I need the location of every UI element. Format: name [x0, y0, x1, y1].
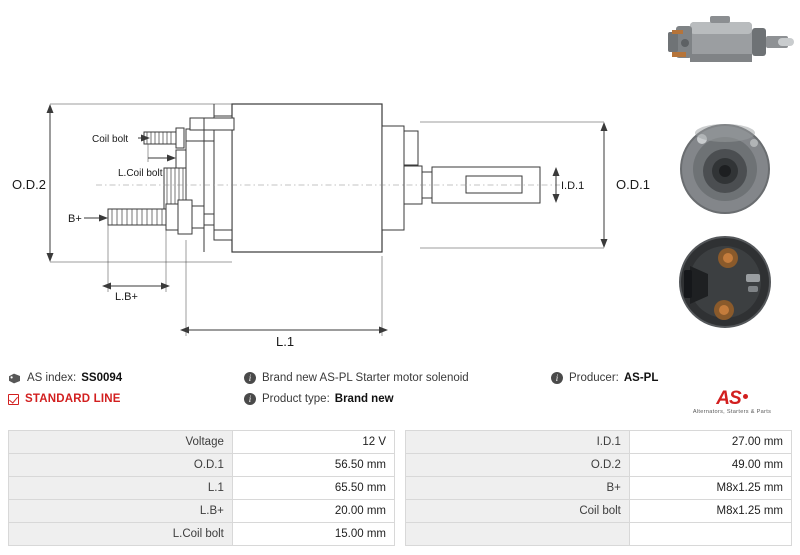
spec-key: O.D.1	[9, 454, 233, 477]
label-lbplus: L.B+	[115, 291, 138, 303]
product-photos	[650, 0, 800, 352]
spec-table-right	[405, 430, 792, 546]
solenoid-side-photo	[650, 0, 800, 113]
table-row	[406, 477, 792, 500]
product-type-label: Product type:	[262, 393, 330, 405]
description-row	[244, 372, 469, 384]
info-col-description	[244, 372, 469, 414]
standard-line-label: STANDARD LINE	[25, 393, 121, 405]
spec-key: Voltage	[9, 431, 233, 454]
spec-value: 12 V	[232, 431, 394, 454]
table-row	[9, 477, 395, 500]
photo-side-view[interactable]	[650, 0, 800, 113]
label-bplus: B+	[68, 213, 82, 225]
table-row	[406, 431, 792, 454]
spec-value: M8x1.25 mm	[629, 500, 791, 523]
brand-mark: AS	[716, 388, 741, 409]
spec-key: L.1	[9, 477, 233, 500]
check-icon	[8, 394, 19, 405]
info-icon: i	[244, 393, 256, 405]
brand-logo	[672, 388, 792, 415]
solenoid-front-photo	[650, 113, 800, 226]
spec-key: L.B+	[9, 500, 233, 523]
table-row	[9, 454, 395, 477]
table-row	[9, 523, 395, 546]
label-od1: O.D.1	[616, 177, 650, 192]
producer-value: AS-PL	[623, 372, 659, 384]
photo-terminal-view[interactable]	[650, 226, 800, 339]
photo-front-view[interactable]	[650, 113, 800, 226]
product-type-row	[244, 393, 469, 405]
label-l1: L.1	[276, 334, 295, 349]
spec-key: I.D.1	[406, 431, 630, 454]
producer-label: Producer:	[569, 372, 619, 384]
label-lcoil-bolt: L.Coil bolt	[118, 168, 163, 179]
spec-key: B+	[406, 477, 630, 500]
spec-value: 27.00 mm	[629, 431, 791, 454]
label-id1: I.D.1	[561, 180, 585, 192]
as-index-value: SS0094	[81, 372, 123, 384]
spec-value: 15.00 mm	[232, 523, 394, 546]
spec-key: Coil bolt	[406, 500, 630, 523]
brand-dot-icon	[743, 394, 748, 399]
spec-value: 49.00 mm	[629, 454, 791, 477]
standard-line-row	[8, 393, 122, 405]
spec-tables	[8, 430, 792, 546]
table-row	[406, 500, 792, 523]
tag-icon	[8, 373, 21, 384]
producer-row	[551, 372, 658, 384]
spec-table-left	[8, 430, 395, 546]
product-type-value: Brand new	[334, 393, 394, 405]
info-icon: i	[244, 372, 256, 384]
label-od2: O.D.2	[12, 177, 46, 192]
brand-tagline: Alternators, Starters & Parts	[692, 409, 772, 415]
spec-key: O.D.2	[406, 454, 630, 477]
spec-value: M8x1.25 mm	[629, 477, 791, 500]
as-index-label: AS index:	[27, 372, 77, 384]
info-icon: i	[551, 372, 563, 384]
spec-key: L.Coil bolt	[9, 523, 233, 546]
as-index-row	[8, 372, 122, 384]
spec-value	[629, 523, 791, 546]
table-row	[9, 431, 395, 454]
label-coil-bolt: Coil bolt	[92, 134, 129, 145]
solenoid-terminal-photo	[650, 226, 800, 339]
description-text: Brand new AS-PL Starter motor solenoid	[262, 372, 469, 384]
table-row	[406, 523, 792, 546]
info-col-producer	[551, 372, 658, 393]
spec-value: 65.50 mm	[232, 477, 394, 500]
spec-value: 20.00 mm	[232, 500, 394, 523]
info-strip	[0, 362, 800, 424]
table-row	[406, 454, 792, 477]
spec-key	[406, 523, 630, 546]
spec-value: 56.50 mm	[232, 454, 394, 477]
info-col-index	[8, 372, 122, 414]
table-row	[9, 500, 395, 523]
